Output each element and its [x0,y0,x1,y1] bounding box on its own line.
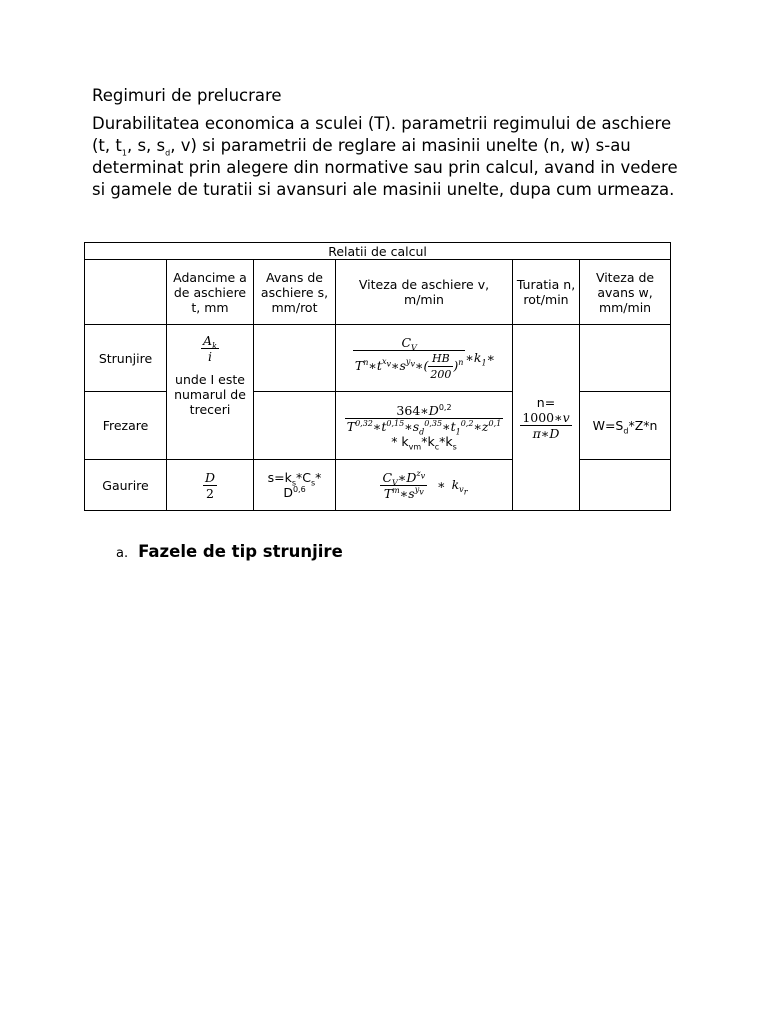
corner-cell [85,260,167,325]
table-title: Relatii de calcul [85,243,671,260]
row-label-turning: Strunjire [85,325,167,392]
calculation-table [84,242,671,511]
section-heading: Regimuri de prelucrare [92,86,282,105]
row-label-drilling: Gaurire [85,460,167,511]
header-speed: Viteza de aschiere v, m/min [336,260,513,325]
rpm-prefix: n= [536,394,556,410]
header-depth: Adancime a de aschiere t, mm [167,260,254,325]
drilling-feedrate-cell [580,460,671,511]
turning-feed-cell [254,325,336,392]
depth-cell [167,325,254,460]
depth-note: unde I este numarul de treceri [174,372,246,417]
header-rpm: Turatia n, rot/min [513,260,580,325]
drilling-feed-formula: $s=k_s*C_s*$ D$^{0,6}$ [254,460,336,511]
drilling-depth-formula: $\frac{D}{2}$ [167,460,254,511]
header-feed: Avans de aschiere s, mm/rot [254,260,336,325]
depth-formula: $\frac{A_k}{i}$ [203,333,217,364]
turning-feedrate-cell [580,325,671,392]
milling-feed-cell [254,392,336,460]
row-label-milling: Frezare [85,392,167,460]
drilling-speed-formula: $\frac{C_V∗D^{z_v}}{T^m∗s^{y_v}}$ ∗ $k_{v_r}$ [336,460,513,511]
rpm-cell [513,325,580,511]
milling-speed-formula: $\frac{364∗D^{0,2}}{T^{0,32}∗t^{0,15}∗s_d^{0,35}∗t_1^{0,2}∗z^{0,1}}$ * $k_{vm}*k_c*k_s$ [336,392,513,460]
intro-paragraph: Durabilitatea economica a sculei (T). parametrii regimului de aschiere (t, $t_1$, s, $s_d$, v) si parametrii de reglare ai masinii unelte (n, w) s-au determinat prin alegere din normative sau prin calcul, avand in vedere si gamele de turatii si avansuri ale masinii unelte, dupa cum urmeaza. [92,114,678,199]
milling-feedrate-formula: $W=S_d*Z*n$ [580,392,671,460]
turning-speed-formula: $C_V$ $T^n∗t^{x_v}∗s^{y_v}∗$( $\frac{HB}{200}$ )$^n$ $∗k_1∗$ [336,325,513,392]
phase-heading: a. Fazele de tip strunjire [116,542,343,561]
rpm-formula: $\frac{1000∗v}{\pi∗D}$ [522,409,570,441]
header-feedrate: Viteza de avans w, mm/min [580,260,671,325]
